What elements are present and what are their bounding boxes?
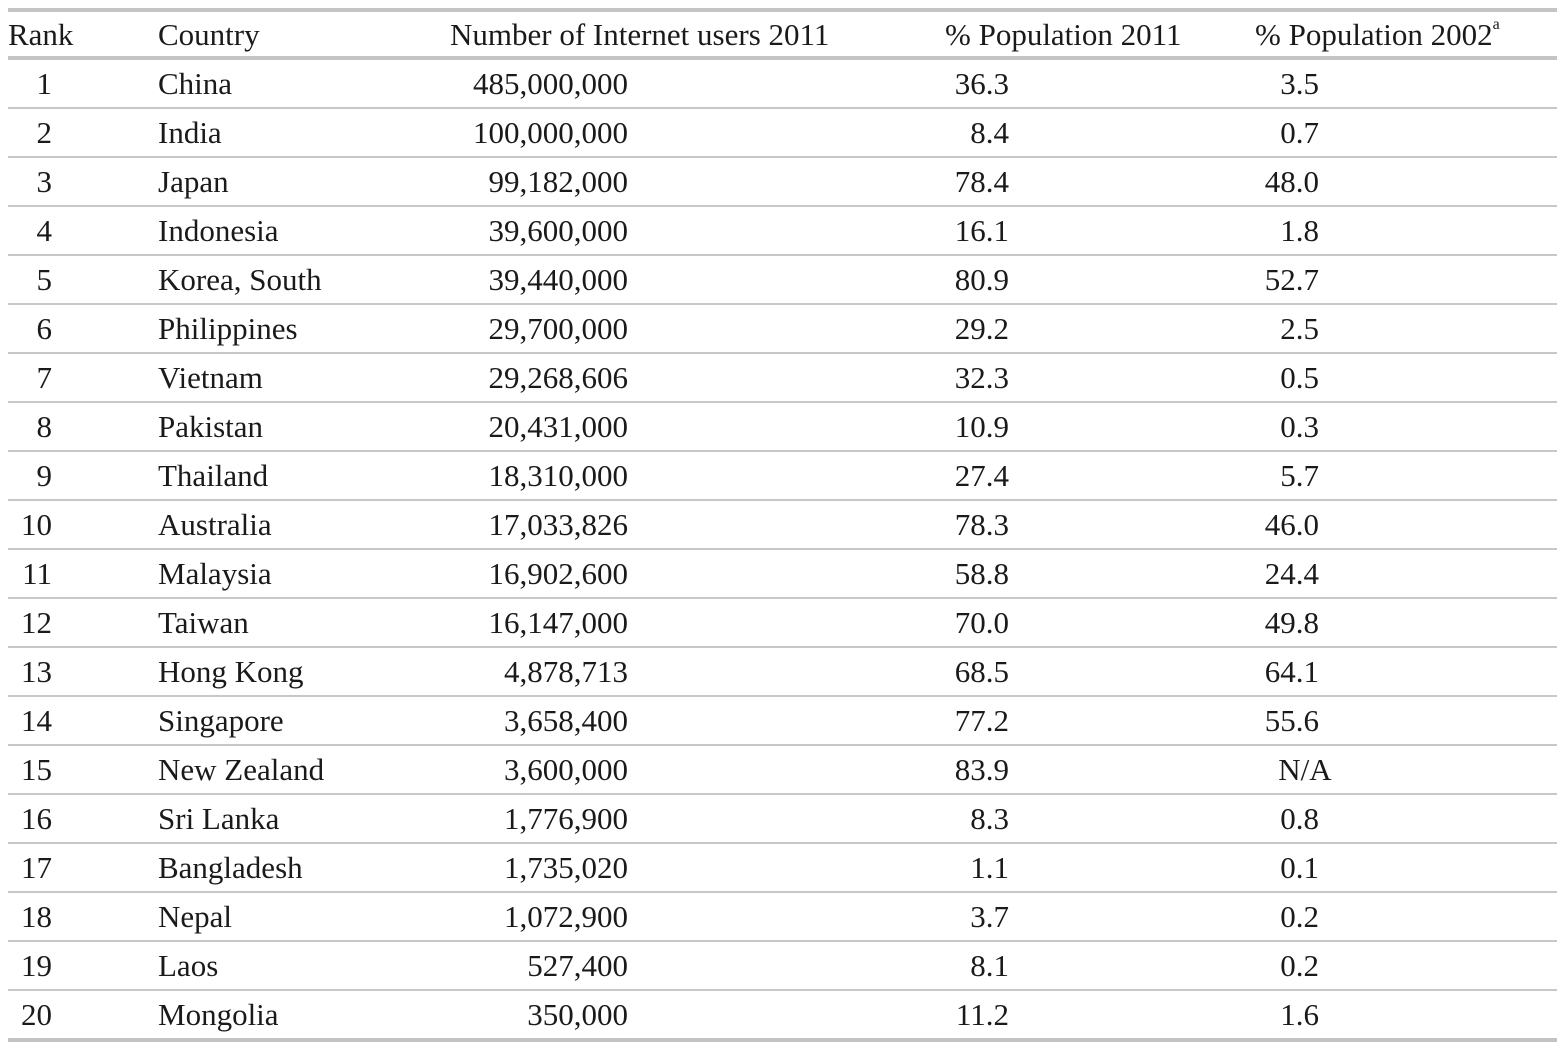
population-2002-value: 1.8 xyxy=(1280,213,1319,248)
cell-population-2011 xyxy=(945,794,1255,843)
cell-internet-users xyxy=(450,843,945,892)
rank-value: 15 xyxy=(21,752,52,787)
internet-users-value: 39,440,000 xyxy=(488,262,628,297)
population-2002-value: 0.2 xyxy=(1280,948,1319,983)
header-population-2002-label: % Population 2002 xyxy=(1255,16,1493,52)
population-2011-value: 58.8 xyxy=(954,556,1009,591)
cell-internet-users xyxy=(450,941,945,990)
cell-population-2011 xyxy=(945,304,1255,353)
table-row xyxy=(8,255,1557,304)
rank-value: 1 xyxy=(36,66,52,101)
cell-rank xyxy=(8,255,158,304)
cell-rank xyxy=(8,745,158,794)
cell-population-2011 xyxy=(945,647,1255,696)
cell-population-2002 xyxy=(1255,794,1557,843)
rank-value: 4 xyxy=(36,213,52,248)
header-row xyxy=(8,10,1557,58)
population-2002-value: 0.8 xyxy=(1280,801,1319,836)
cell-internet-users xyxy=(450,647,945,696)
population-2011-value: 36.3 xyxy=(954,66,1009,101)
internet-users-value: 18,310,000 xyxy=(488,458,628,493)
internet-users-value: 1,776,900 xyxy=(504,801,628,836)
table-row xyxy=(8,647,1557,696)
cell-rank xyxy=(8,157,158,206)
cell-population-2002 xyxy=(1255,745,1557,794)
internet-users-value: 39,600,000 xyxy=(488,213,628,248)
internet-users-table xyxy=(8,8,1557,1042)
cell-rank xyxy=(8,451,158,500)
table-row xyxy=(8,892,1557,941)
population-2002-value: N/A xyxy=(1278,752,1332,787)
population-2011-value: 10.9 xyxy=(954,409,1009,444)
rank-value: 20 xyxy=(21,997,52,1032)
cell-rank xyxy=(8,696,158,745)
population-2011-value: 29.2 xyxy=(954,311,1009,346)
population-2011-value: 78.4 xyxy=(954,164,1009,199)
population-2011-value: 80.9 xyxy=(954,262,1009,297)
table-row xyxy=(8,696,1557,745)
cell-population-2002 xyxy=(1255,892,1557,941)
cell-country: India xyxy=(158,115,222,150)
population-2002-value: 0.1 xyxy=(1280,850,1319,885)
rank-value: 9 xyxy=(36,458,52,493)
population-2011-value: 16.1 xyxy=(954,213,1009,248)
population-2002-value: 24.4 xyxy=(1264,556,1319,591)
internet-users-value: 17,033,826 xyxy=(488,507,628,542)
internet-users-value: 29,268,606 xyxy=(488,360,628,395)
cell-population-2002 xyxy=(1255,451,1557,500)
rank-value: 13 xyxy=(21,654,52,689)
cell-internet-users xyxy=(450,451,945,500)
population-2011-value: 68.5 xyxy=(954,654,1009,689)
population-2011-value: 27.4 xyxy=(954,458,1009,493)
population-2002-value: 52.7 xyxy=(1264,262,1319,297)
cell-rank xyxy=(8,794,158,843)
header-internet-users-2011: Number of Internet users 2011 xyxy=(450,16,830,52)
population-2011-value: 8.3 xyxy=(970,801,1009,836)
rank-value: 14 xyxy=(21,703,52,738)
cell-population-2002 xyxy=(1255,990,1557,1040)
population-2011-value: 70.0 xyxy=(954,605,1009,640)
cell-internet-users xyxy=(450,696,945,745)
cell-population-2002 xyxy=(1255,58,1557,108)
population-2011-value: 32.3 xyxy=(954,360,1009,395)
table-row xyxy=(8,794,1557,843)
cell-country: Laos xyxy=(158,948,219,983)
cell-population-2002 xyxy=(1255,647,1557,696)
cell-internet-users xyxy=(450,402,945,451)
cell-country: Taiwan xyxy=(158,605,249,640)
cell-population-2011 xyxy=(945,402,1255,451)
cell-population-2011 xyxy=(945,892,1255,941)
cell-country: New Zealand xyxy=(158,752,325,787)
population-2002-value: 0.5 xyxy=(1280,360,1319,395)
population-2011-value: 11.2 xyxy=(955,997,1009,1032)
population-2011-value: 1.1 xyxy=(970,850,1009,885)
cell-rank xyxy=(8,892,158,941)
header-rank: Rank xyxy=(8,16,74,52)
rank-value: 6 xyxy=(36,311,52,346)
cell-country: Mongolia xyxy=(158,997,279,1032)
table-row xyxy=(8,941,1557,990)
cell-internet-users xyxy=(450,745,945,794)
cell-population-2002 xyxy=(1255,304,1557,353)
cell-country: China xyxy=(158,66,233,101)
cell-population-2011 xyxy=(945,500,1255,549)
internet-users-value: 16,902,600 xyxy=(488,556,628,591)
cell-rank xyxy=(8,58,158,108)
rank-value: 5 xyxy=(36,262,52,297)
cell-population-2002 xyxy=(1255,255,1557,304)
rank-value: 8 xyxy=(36,409,52,444)
cell-internet-users xyxy=(450,58,945,108)
header-country: Country xyxy=(158,16,260,52)
rank-value: 12 xyxy=(21,605,52,640)
internet-users-value: 527,400 xyxy=(527,948,628,983)
cell-country: Thailand xyxy=(158,458,269,493)
cell-population-2011 xyxy=(945,206,1255,255)
population-2011-value: 77.2 xyxy=(954,703,1009,738)
table-row xyxy=(8,500,1557,549)
cell-population-2002 xyxy=(1255,598,1557,647)
cell-population-2002 xyxy=(1255,206,1557,255)
cell-country: Philippines xyxy=(158,311,298,346)
cell-population-2011 xyxy=(945,549,1255,598)
rank-value: 11 xyxy=(22,556,52,591)
internet-users-table-container xyxy=(8,8,1557,1042)
cell-rank xyxy=(8,647,158,696)
cell-internet-users xyxy=(450,892,945,941)
population-2002-value: 64.1 xyxy=(1264,654,1319,689)
cell-population-2002 xyxy=(1255,500,1557,549)
header-population-2002 xyxy=(1255,10,1557,58)
population-2002-value: 0.7 xyxy=(1280,115,1319,150)
cell-rank xyxy=(8,206,158,255)
table-body xyxy=(8,58,1557,1040)
cell-population-2011 xyxy=(945,255,1255,304)
cell-rank xyxy=(8,402,158,451)
internet-users-value: 3,658,400 xyxy=(504,703,628,738)
cell-rank xyxy=(8,598,158,647)
cell-internet-users xyxy=(450,598,945,647)
cell-population-2011 xyxy=(945,696,1255,745)
internet-users-value: 1,072,900 xyxy=(504,899,628,934)
cell-rank xyxy=(8,353,158,402)
cell-internet-users xyxy=(450,794,945,843)
table-row xyxy=(8,745,1557,794)
rank-value: 10 xyxy=(21,507,52,542)
population-2002-value: 3.5 xyxy=(1280,66,1319,101)
cell-population-2002 xyxy=(1255,696,1557,745)
population-2002-value: 1.6 xyxy=(1280,997,1319,1032)
cell-country: Japan xyxy=(158,164,229,199)
rank-value: 18 xyxy=(21,899,52,934)
cell-internet-users xyxy=(450,549,945,598)
population-2002-value: 5.7 xyxy=(1280,458,1319,493)
population-2002-value: 48.0 xyxy=(1264,164,1319,199)
cell-rank xyxy=(8,500,158,549)
table-row xyxy=(8,402,1557,451)
cell-population-2011 xyxy=(945,58,1255,108)
cell-internet-users xyxy=(450,990,945,1040)
population-2011-value: 8.1 xyxy=(970,948,1009,983)
cell-population-2002 xyxy=(1255,157,1557,206)
rank-value: 7 xyxy=(36,360,52,395)
population-2011-value: 3.7 xyxy=(970,899,1009,934)
internet-users-value: 99,182,000 xyxy=(488,164,628,199)
population-2011-value: 8.4 xyxy=(970,115,1009,150)
cell-population-2011 xyxy=(945,843,1255,892)
cell-country: Hong Kong xyxy=(158,654,304,689)
cell-country: Vietnam xyxy=(158,360,263,395)
cell-country: Sri Lanka xyxy=(158,801,280,836)
population-2002-value: 0.2 xyxy=(1280,899,1319,934)
cell-rank xyxy=(8,108,158,157)
cell-country: Korea, South xyxy=(158,262,322,297)
cell-country: Indonesia xyxy=(158,213,279,248)
cell-population-2002 xyxy=(1255,843,1557,892)
table-row xyxy=(8,990,1557,1040)
cell-internet-users xyxy=(450,206,945,255)
table-row xyxy=(8,843,1557,892)
table-row xyxy=(8,108,1557,157)
table-row xyxy=(8,58,1557,108)
rank-value: 19 xyxy=(21,948,52,983)
population-2002-value: 2.5 xyxy=(1280,311,1319,346)
cell-internet-users xyxy=(450,500,945,549)
table-header xyxy=(8,10,1557,58)
table-row xyxy=(8,451,1557,500)
cell-country: Bangladesh xyxy=(158,850,303,885)
internet-users-value: 350,000 xyxy=(527,997,628,1032)
table-row xyxy=(8,353,1557,402)
population-2002-value: 49.8 xyxy=(1264,605,1319,640)
rank-value: 17 xyxy=(21,850,52,885)
table-row xyxy=(8,598,1557,647)
cell-rank xyxy=(8,304,158,353)
cell-population-2011 xyxy=(945,451,1255,500)
cell-rank xyxy=(8,990,158,1040)
cell-country: Pakistan xyxy=(158,409,264,444)
cell-population-2011 xyxy=(945,745,1255,794)
population-2011-value: 78.3 xyxy=(954,507,1009,542)
cell-rank xyxy=(8,941,158,990)
cell-country: Australia xyxy=(158,507,272,542)
cell-country: Malaysia xyxy=(158,556,272,591)
internet-users-value: 20,431,000 xyxy=(488,409,628,444)
rank-value: 3 xyxy=(36,164,52,199)
population-2002-value: 0.3 xyxy=(1280,409,1319,444)
internet-users-value: 4,878,713 xyxy=(504,654,628,689)
internet-users-value: 16,147,000 xyxy=(488,605,628,640)
cell-internet-users xyxy=(450,304,945,353)
cell-population-2011 xyxy=(945,157,1255,206)
cell-population-2011 xyxy=(945,108,1255,157)
cell-country: Singapore xyxy=(158,703,284,738)
cell-population-2002 xyxy=(1255,402,1557,451)
internet-users-value: 3,600,000 xyxy=(504,752,628,787)
internet-users-value: 100,000,000 xyxy=(473,115,628,150)
cell-country: Nepal xyxy=(158,899,233,934)
internet-users-value: 29,700,000 xyxy=(488,311,628,346)
cell-population-2002 xyxy=(1255,108,1557,157)
cell-internet-users xyxy=(450,157,945,206)
cell-population-2011 xyxy=(945,598,1255,647)
internet-users-value: 1,735,020 xyxy=(504,850,628,885)
population-2011-value: 83.9 xyxy=(954,752,1009,787)
footnote-marker: a xyxy=(1492,15,1500,33)
table-row xyxy=(8,304,1557,353)
table-row xyxy=(8,157,1557,206)
internet-users-value: 485,000,000 xyxy=(473,66,628,101)
cell-internet-users xyxy=(450,353,945,402)
cell-population-2011 xyxy=(945,353,1255,402)
cell-rank xyxy=(8,549,158,598)
cell-rank xyxy=(8,843,158,892)
cell-population-2011 xyxy=(945,990,1255,1040)
rank-value: 2 xyxy=(36,115,52,150)
cell-internet-users xyxy=(450,108,945,157)
cell-population-2002 xyxy=(1255,549,1557,598)
rank-value: 16 xyxy=(21,801,52,836)
cell-population-2002 xyxy=(1255,941,1557,990)
table-row xyxy=(8,206,1557,255)
cell-internet-users xyxy=(450,255,945,304)
table-row xyxy=(8,549,1557,598)
header-population-2011: % Population 2011 xyxy=(945,16,1182,52)
population-2002-value: 46.0 xyxy=(1264,507,1319,542)
population-2002-value: 55.6 xyxy=(1264,703,1319,738)
cell-population-2011 xyxy=(945,941,1255,990)
cell-population-2002 xyxy=(1255,353,1557,402)
